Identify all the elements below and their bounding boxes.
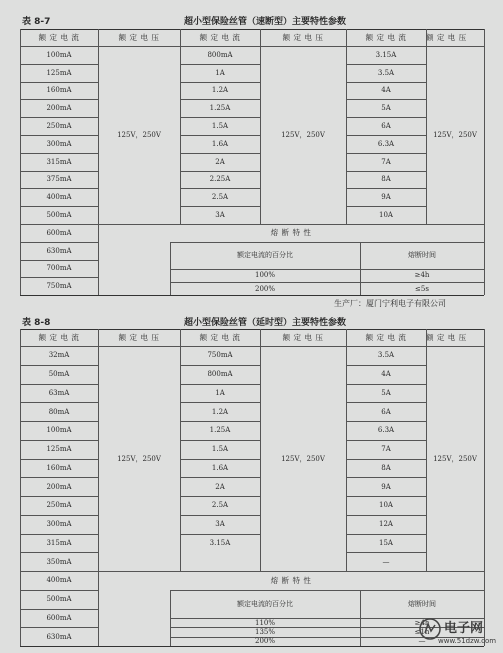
fuse-time-cell: ≤1h: [414, 627, 430, 636]
rated-current-cell: 1.6A: [211, 139, 229, 148]
rated-current-cell: 700mA: [46, 264, 72, 273]
rated-current-cell: 250mA: [46, 501, 72, 510]
rated-current-cell: 6A: [381, 122, 391, 131]
manufacturer-note: 生产厂：厦门宁利电子有限公司: [334, 299, 446, 308]
rated-current-cell: 2A: [215, 482, 225, 491]
fuse-percent-cell: 200%: [254, 284, 275, 293]
table1-label: 表 8-7: [22, 17, 51, 27]
rated-current-cell: 5A: [381, 104, 391, 113]
rule-line: [180, 496, 260, 497]
rated-current-cell: 3.5A: [377, 351, 395, 360]
rule-line: [20, 188, 98, 189]
rule-line: [346, 440, 426, 441]
rule-line: [180, 477, 260, 478]
rule-line: [360, 590, 361, 646]
rated-voltage-cell: 125V，250V: [117, 454, 161, 463]
rated-current-cell: 400mA: [46, 193, 72, 202]
rated-current-cell: 2A: [215, 157, 225, 166]
rule-line: [20, 365, 98, 366]
rated-current-cell: 100mA: [46, 50, 72, 59]
rated-current-cell: 7A: [381, 445, 391, 454]
rated-current-cell: 500mA: [46, 211, 72, 220]
rule-line: [346, 552, 426, 553]
column-header: 额 定 电 压: [282, 33, 324, 42]
watermark-text: 电子网: [444, 621, 484, 636]
rule-line: [180, 534, 260, 535]
column-header: 额 定 电 流: [365, 333, 407, 342]
rule-line: [20, 224, 98, 225]
rated-current-cell: 1.25A: [209, 426, 231, 435]
rated-current-cell: 125mA: [46, 68, 72, 77]
rule-line: [20, 477, 98, 478]
rule-line: [180, 329, 181, 571]
rule-line: [180, 82, 260, 83]
rated-current-cell: 1.6A: [211, 463, 229, 472]
rule-line: [20, 117, 98, 118]
rated-current-cell: 375mA: [46, 175, 72, 184]
rated-current-cell: 8A: [381, 175, 391, 184]
rule-line: [180, 440, 260, 441]
rule-line: [20, 242, 98, 243]
rule-line: [346, 384, 426, 385]
rated-current-cell: 125mA: [46, 445, 72, 454]
rule-line: [346, 188, 426, 189]
rated-current-cell: 1.2A: [211, 407, 229, 416]
rated-current-cell: 7A: [381, 157, 391, 166]
fuse-percent-cell: 200%: [254, 637, 275, 646]
rule-line: [20, 260, 98, 261]
rule-line: [20, 590, 98, 591]
column-header: 额 定 电 压: [118, 333, 160, 342]
fuse-time-cell: ≥4h: [414, 618, 430, 627]
rated-voltage-cell: 125V，250V: [433, 131, 477, 139]
rated-current-cell: 600mA: [46, 613, 72, 622]
rated-current-cell: 80mA: [48, 407, 70, 416]
rule-line: [170, 590, 171, 646]
rule-line: [180, 421, 260, 422]
rule-line: [20, 421, 98, 422]
column-header: 额 定 电 流: [38, 333, 80, 342]
rule-line: [346, 365, 426, 366]
rated-current-cell: 500mA: [46, 595, 72, 604]
rated-current-cell: —: [382, 557, 390, 566]
rule-line: [260, 329, 261, 571]
rule-line: [20, 329, 21, 646]
rated-current-cell: 350mA: [46, 557, 72, 566]
rule-line: [20, 295, 484, 296]
watermark-url: www.51dzw.com: [438, 637, 497, 645]
column-header: 额 定 电 流: [199, 33, 241, 42]
table2-grid: [20, 329, 484, 647]
rule-line: [346, 117, 426, 118]
rule-line: [20, 99, 98, 100]
table1-title: 超小型保险丝管（速断型）主要特性参数: [183, 17, 346, 27]
column-header: 额 定 电 压: [282, 333, 324, 342]
rule-line: [346, 459, 426, 460]
rule-line: [346, 99, 426, 100]
fuse-header-percent: 额定电流的百分比: [237, 599, 293, 608]
rule-line: [98, 346, 99, 646]
rated-voltage-cell: 125V，250V: [433, 454, 477, 463]
rule-line: [20, 534, 98, 535]
rated-current-cell: 12A: [379, 520, 393, 529]
rated-current-cell: 6.3A: [377, 139, 395, 148]
rule-line: [180, 171, 260, 172]
column-header: 额 定 电 流: [199, 333, 241, 342]
rated-current-cell: 1.5A: [211, 445, 229, 454]
rated-current-cell: 600mA: [46, 228, 72, 237]
fuse-header-percent: 额定电流的百分比: [237, 251, 293, 260]
rated-current-cell: 63mA: [48, 388, 70, 397]
rated-current-cell: 630mA: [46, 632, 72, 641]
rule-line: [20, 153, 98, 154]
rule-line: [20, 277, 98, 278]
rule-line: [20, 627, 98, 628]
rated-voltage-cell: 125V，250V: [281, 454, 325, 463]
rule-line: [346, 29, 347, 224]
rule-line: [180, 135, 260, 136]
rated-current-cell: 200mA: [46, 104, 72, 113]
rated-current-cell: 8A: [381, 463, 391, 472]
fuse-char-title: 熔 断 特 性: [270, 228, 312, 238]
rated-current-cell: 1.5A: [211, 122, 229, 131]
fuse-char-title: 熔 断 特 性: [270, 575, 312, 585]
fuse-percent-cell: 110%: [254, 618, 275, 627]
rated-current-cell: 1.2A: [211, 86, 229, 95]
rule-line: [180, 384, 260, 385]
rated-current-cell: 5A: [381, 388, 391, 397]
rule-line: [20, 459, 98, 460]
rule-line: [180, 117, 260, 118]
rule-line: [426, 329, 427, 571]
fuse-time-cell: ≤5s: [415, 284, 429, 293]
rule-line: [346, 135, 426, 136]
rated-current-cell: 2.5A: [211, 193, 229, 202]
rule-line: [20, 440, 98, 441]
fuse-percent-cell: 100%: [254, 271, 275, 280]
rule-line: [180, 99, 260, 100]
rule-line: [170, 242, 171, 295]
column-header: 额 定 电 流: [365, 33, 407, 42]
rule-line: [20, 64, 98, 65]
rated-current-cell: 50mA: [48, 370, 70, 379]
rule-line: [20, 609, 98, 610]
rule-line: [98, 46, 99, 295]
rule-line: [20, 496, 98, 497]
fuse-time-cell: ≥4h: [414, 271, 430, 280]
rated-current-cell: 1.25A: [209, 104, 231, 113]
rule-line: [180, 365, 260, 366]
fuse-header-time: 熔断时间: [408, 599, 436, 608]
rule-line: [346, 153, 426, 154]
rule-line: [346, 402, 426, 403]
column-header: 额 定 电 压: [426, 333, 467, 342]
rule-line: [20, 135, 98, 136]
fuse-header-time: 熔断时间: [408, 251, 436, 260]
rated-current-cell: 3.15A: [209, 538, 231, 547]
rule-line: [180, 402, 260, 403]
rated-current-cell: 800mA: [207, 370, 233, 379]
rated-current-cell: 4A: [381, 86, 391, 95]
rated-current-cell: 6.3A: [377, 426, 395, 435]
rated-current-cell: 315mA: [46, 157, 72, 166]
rule-line: [180, 188, 260, 189]
rule-line: [20, 206, 98, 207]
rated-current-cell: 9A: [381, 193, 391, 202]
rule-line: [20, 29, 21, 295]
rated-current-cell: 3A: [215, 211, 225, 220]
rated-current-cell: 6A: [381, 407, 391, 416]
rule-line: [426, 29, 427, 224]
rated-current-cell: 160mA: [46, 463, 72, 472]
rule-line: [180, 153, 260, 154]
rated-current-cell: 750mA: [207, 351, 233, 360]
rated-current-cell: 10A: [379, 501, 393, 510]
table2-label: 表 8-8: [22, 318, 51, 328]
rated-current-cell: 1A: [215, 388, 225, 397]
rule-line: [20, 515, 98, 516]
column-header: 额 定 电 流: [38, 33, 80, 42]
rule-line: [180, 206, 260, 207]
watermark-logo: [418, 613, 498, 651]
rule-line: [20, 646, 484, 647]
rule-line: [180, 459, 260, 460]
rule-line: [346, 477, 426, 478]
rule-line: [180, 64, 260, 65]
rated-current-cell: 2.5A: [211, 501, 229, 510]
rated-current-cell: 300mA: [46, 139, 72, 148]
rule-line: [20, 82, 98, 83]
rule-line: [346, 329, 347, 571]
rule-line: [20, 571, 98, 572]
rated-current-cell: 2.25A: [209, 175, 231, 184]
table2-title: 超小型保险丝管（延时型）主要特性参数: [183, 318, 346, 328]
rated-current-cell: 250mA: [46, 122, 72, 131]
rule-line: [20, 384, 98, 385]
rule-line: [484, 29, 485, 295]
rated-current-cell: 3.5A: [377, 68, 395, 77]
rule-line: [20, 402, 98, 403]
rule-line: [346, 421, 426, 422]
rated-current-cell: 300mA: [46, 520, 72, 529]
rule-line: [346, 64, 426, 65]
fuse-percent-cell: 135%: [254, 627, 275, 636]
rated-current-cell: 15A: [379, 538, 393, 547]
rated-current-cell: 750mA: [46, 282, 72, 291]
rated-current-cell: 3.15A: [375, 50, 397, 59]
rated-current-cell: 400mA: [46, 576, 72, 585]
rule-line: [346, 534, 426, 535]
fuse-time-cell: —: [418, 637, 426, 646]
rule-line: [180, 515, 260, 516]
rated-current-cell: 32mA: [48, 351, 70, 360]
rated-current-cell: 200mA: [46, 482, 72, 491]
rated-voltage-cell: 125V，250V: [117, 131, 161, 139]
rated-voltage-cell: 125V，250V: [281, 131, 325, 139]
table1-grid: [20, 29, 484, 296]
rated-current-cell: 4A: [381, 370, 391, 379]
rule-line: [346, 171, 426, 172]
rated-current-cell: 1A: [215, 68, 225, 77]
rule-line: [20, 552, 98, 553]
rule-line: [360, 242, 361, 295]
rated-current-cell: 315mA: [46, 538, 72, 547]
rule-line: [346, 82, 426, 83]
rule-line: [260, 29, 261, 224]
rule-line: [346, 206, 426, 207]
rated-current-cell: 630mA: [46, 246, 72, 255]
rule-line: [346, 515, 426, 516]
rated-current-cell: 3A: [215, 520, 225, 529]
rated-current-cell: 100mA: [46, 426, 72, 435]
column-header: 额 定 电 压: [426, 33, 467, 42]
column-header: 额 定 电 压: [118, 33, 160, 42]
rated-current-cell: 9A: [381, 482, 391, 491]
rated-current-cell: 10A: [379, 211, 393, 220]
rated-current-cell: 800mA: [207, 50, 233, 59]
rule-line: [20, 171, 98, 172]
rule-line: [346, 496, 426, 497]
rule-line: [180, 29, 181, 224]
rated-current-cell: 160mA: [46, 86, 72, 95]
rule-line: [484, 329, 485, 646]
